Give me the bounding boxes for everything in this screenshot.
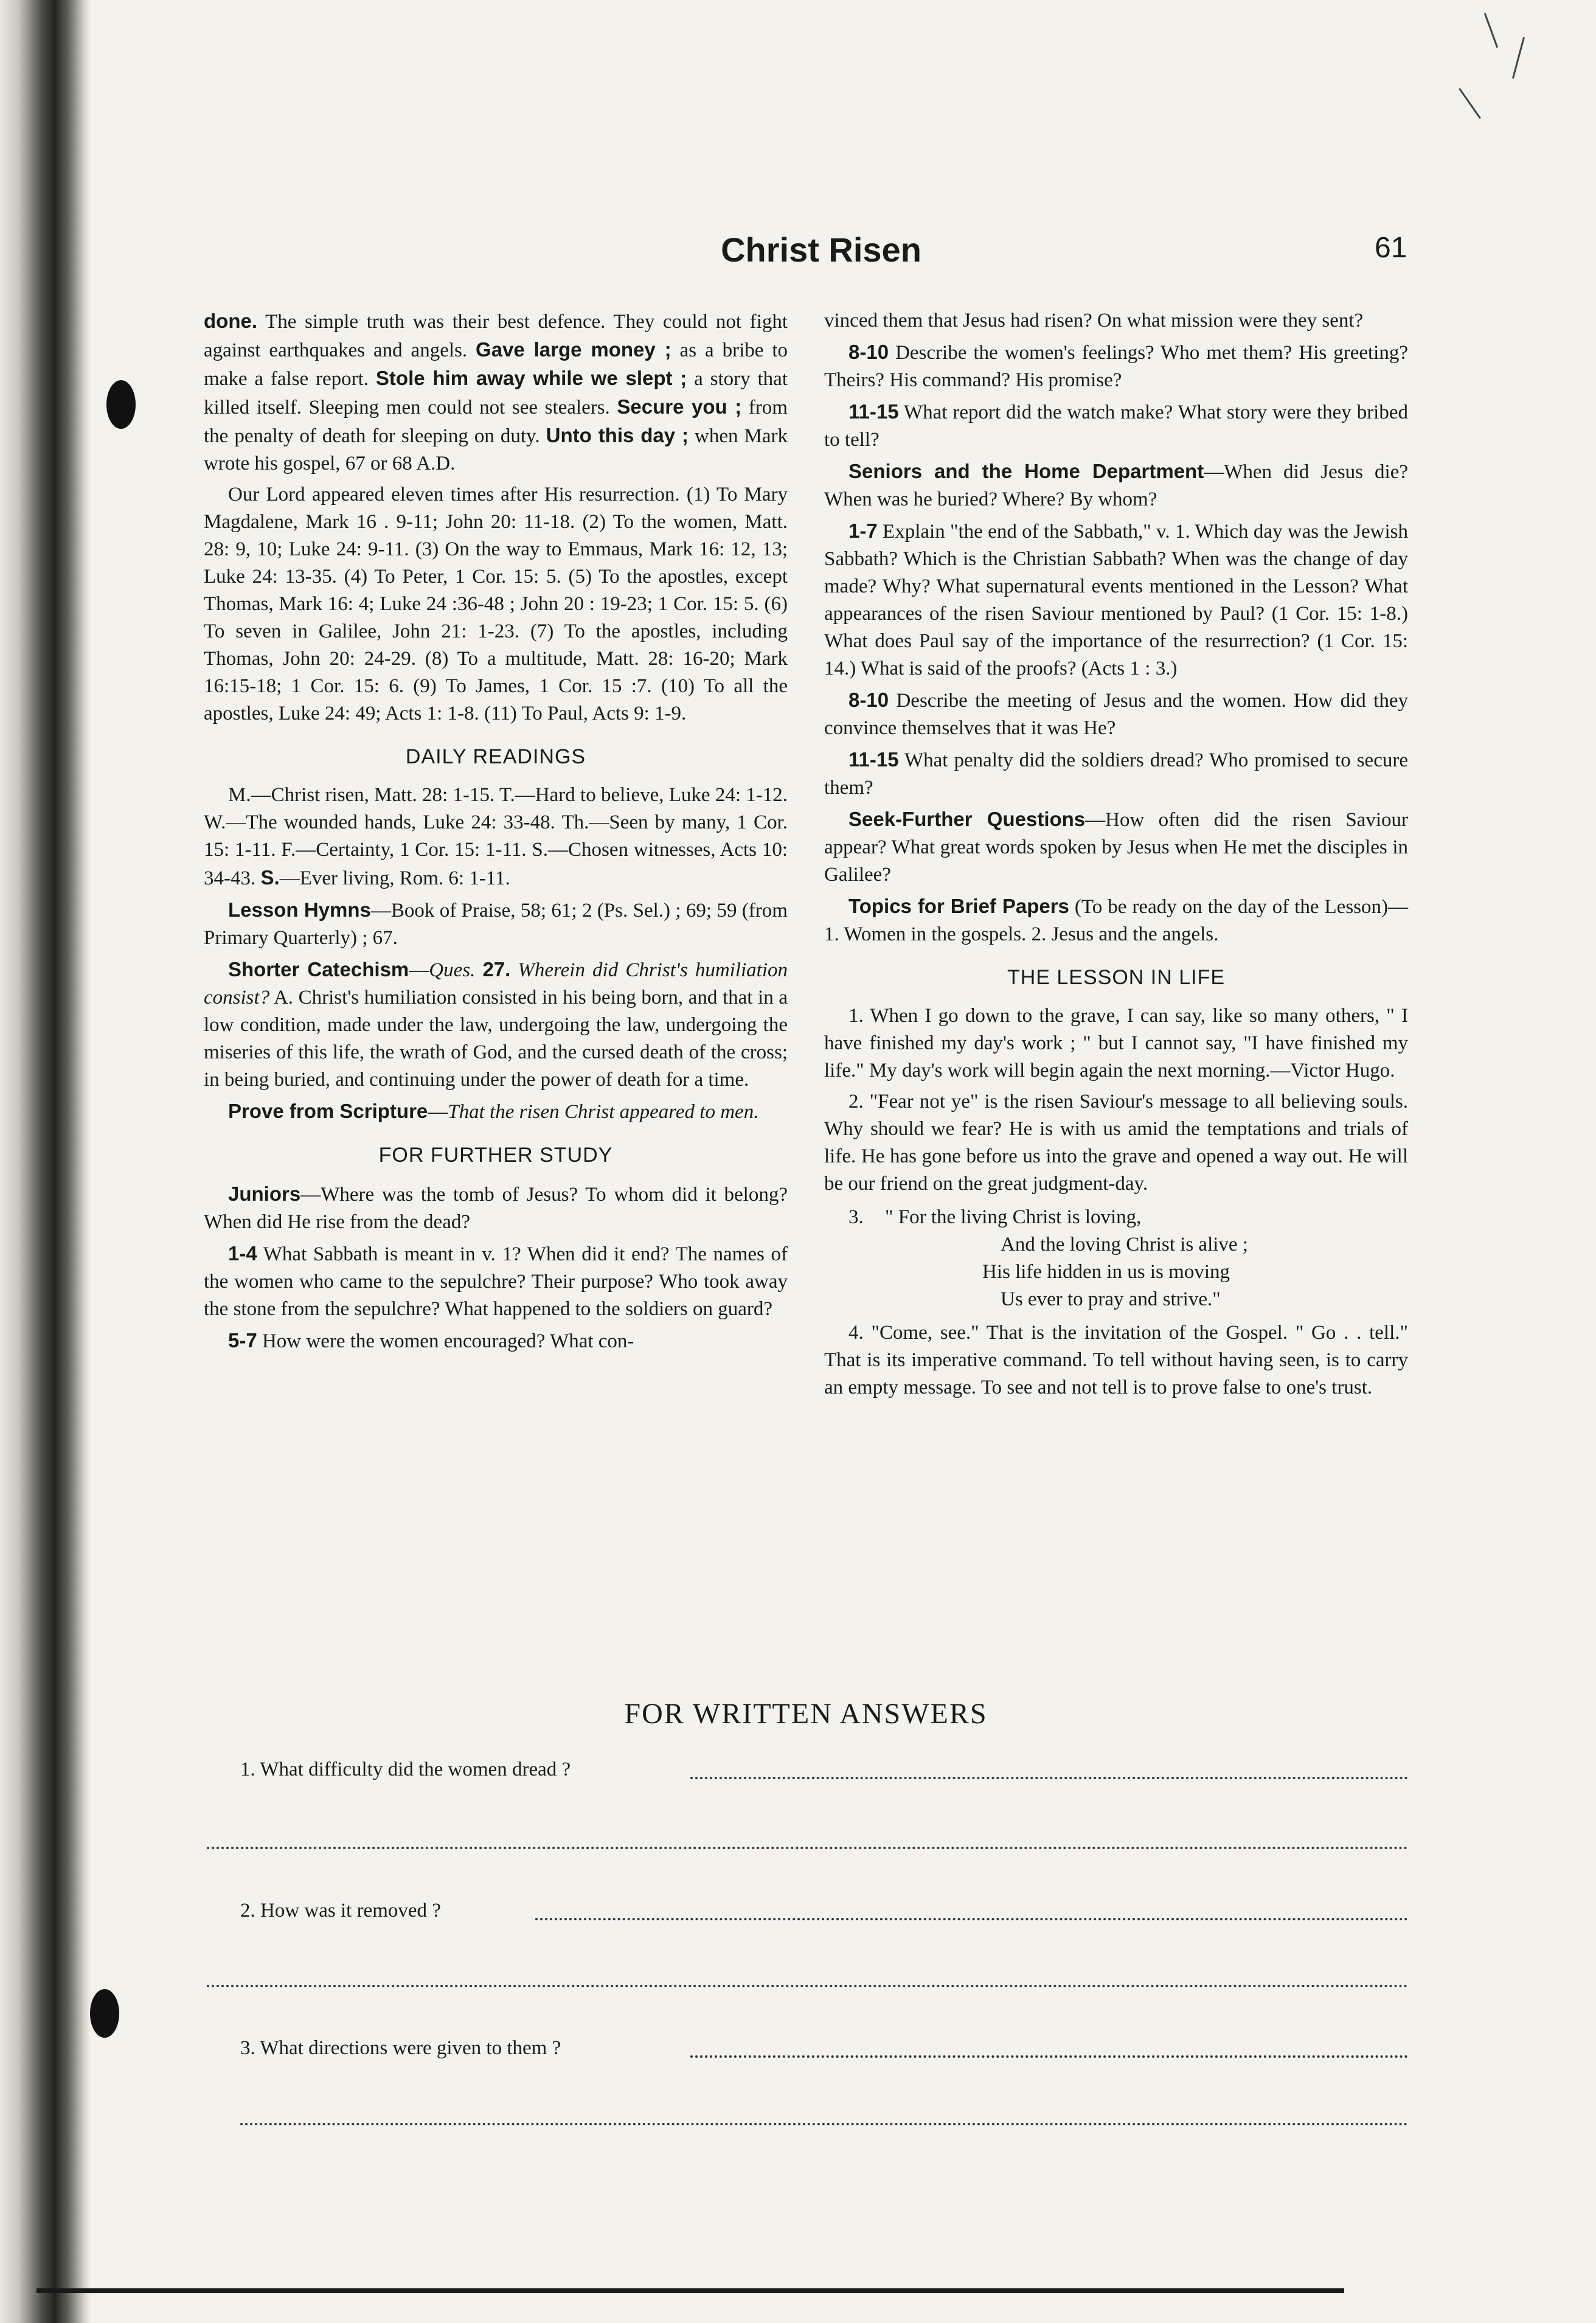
scan-mark (1512, 37, 1525, 78)
body-text: when Mark wrote his gospel, 67 or 68 A.D. (204, 425, 788, 474)
body-text: — (409, 959, 429, 981)
body-text: How were the women encouraged? What con- (257, 1330, 634, 1352)
body-text: vinced them that Jesus had risen? On what mission were they sent? (824, 310, 1364, 332)
scan-mark (1459, 88, 1481, 119)
body-text: What penalty did the soldiers dread? Who promised to secure them? (824, 749, 1408, 799)
body-text: What report did the watch make? What story were they bribed to tell? (824, 401, 1408, 451)
poem-number: 3. (848, 1206, 864, 1228)
bold-lead: 8-10 (848, 689, 889, 711)
section-heading: FOR FURTHER STUDY (378, 1144, 613, 1167)
paragraph (204, 307, 788, 477)
answer-line-1b[interactable] (207, 1847, 1408, 1849)
bold-lead: 11-15 (848, 400, 899, 423)
body-text: a story that killed itself. Sleeping men could not see stealers. (204, 368, 788, 418)
bold-lead: done. (204, 310, 257, 332)
paragraph (204, 1327, 788, 1355)
body-text: (To be ready on the day of the Lesson)—1. Women in the gospels. 2. Jesus and the angels. (824, 896, 1408, 945)
paragraph (204, 782, 788, 892)
bold-lead: Stole him away while we slept ; (375, 367, 687, 389)
body-text: from the penalty of death for sleeping on duty. (204, 397, 788, 447)
bold-lead: Unto this day ; (546, 424, 689, 446)
page-bottom-rule (36, 2288, 1344, 2293)
body-text: —When did Jesus die? When was he buried? Where? By whom? (824, 461, 1408, 510)
bold-lead: Prove from Scripture (228, 1100, 428, 1122)
poem (824, 1204, 1408, 1313)
bold-lead: Topics for Brief Papers (848, 895, 1069, 917)
paragraph (824, 398, 1408, 454)
page-number: 61 (1375, 232, 1407, 264)
punch-hole (90, 1989, 119, 2038)
body-text: as a bribe to make a false report. (204, 339, 788, 390)
bold-lead: Gave large money ; (476, 338, 671, 361)
paragraph (204, 481, 788, 727)
paragraph (204, 1180, 788, 1236)
paragraph (824, 1002, 1408, 1085)
paragraph (824, 1088, 1408, 1198)
body-text: —Book of Praise, 58; 61; 2 (Ps. Sel.) ; 69; 59 (from Primary Quarterly) ; 67. (204, 900, 788, 949)
bold-lead: Secure you ; (617, 395, 742, 418)
body-text: Our Lord appeared eleven times after His resurrection. (1) To Mary Magdalene, Mark 16 . 9-11; John 20: 11-18. (2) To the women, Matt. 28: 9, 10; Luke 24: 9-11. (3) On the way to Emmaus, Mark 16: 12, 13; Luke 24: 13-35. (4) To Peter, 1 Cor. 15: 5. (5) To the apostles, except Thomas, Mark 16: 4; Luke 24 :36-48 ; John 20 : 19-23; 1 Cor. 15: 5. (6) To seven in Galilee, John 21: 1-23. (7) To the apostles, including Thomas, John 20: 24-29. (8) To a multitude, Matt. 28: 16-20; Mark 16:15-18; 1 Cor. 15: 6. (9) To James, 1 Cor. 15 :7. (10) To all the apostles, Luke 24: 49; Acts 1: 1-8. (11) To Paul, Acts 9: 1-9. (204, 484, 788, 724)
paragraph (824, 892, 1408, 948)
paragraph (824, 686, 1408, 742)
punch-hole (106, 380, 136, 429)
book-binding-edge (0, 0, 91, 2323)
section-heading: THE LESSON IN LIFE (1007, 966, 1226, 989)
bold-lead: Seek-Further Questions (848, 808, 1086, 830)
bold-lead: Seniors and the Home Department (848, 460, 1204, 482)
paragraph (204, 896, 788, 952)
body-text: A. Christ's humiliation consisted in his being born, and that in a low condition, made under the law, undergoing the law, undergoing the miseries of this life, the wrath of God, and the cursed death of the cross; in being buried, and continuing under the power of death for a time. (204, 987, 788, 1091)
body-text (510, 959, 518, 981)
left-column (204, 307, 788, 1359)
question-1: 1. What difficulty did the women dread ? (240, 1759, 571, 1780)
bold-lead: 8-10 (848, 341, 889, 363)
body-text: —Ever living, Rom. 6: 1-11. (279, 867, 510, 889)
bold-lead: S. (260, 866, 280, 889)
bold-lead: Lesson Hymns (228, 898, 371, 921)
answer-line-1[interactable] (690, 1777, 1408, 1779)
body-text: — (428, 1101, 448, 1123)
body-text: Describe the meeting of Jesus and the women. How did they convince themselves that it was He? (824, 690, 1408, 739)
body-text: What Sabbath is meant in v. 1? When did it end? The names of the women who came to the sepulchre? Their purpose? Who took away the stone from the sepulchre? What happened to the soldiers on guard? (204, 1243, 788, 1320)
answer-line-3[interactable] (690, 2055, 1408, 2058)
body-text: Explain "the end of the Sabbath," v. 1. Which day was the Jewish Sabbath? Which is the Christian Sabbath? When was the change of day made? Why? What supernatural events mentioned in the Lesson? What appearances of the risen Saviour mentioned by Paul? (1 Cor. 15: 1-8.) What does Paul say of the importance of the resurrection? (1 Cor. 15: 14.) What is said of the proofs? (Acts 1 : 3.) (824, 521, 1408, 679)
paragraph (824, 1319, 1408, 1401)
body-text (475, 959, 482, 981)
paragraph (204, 956, 788, 1094)
bold-lead: 1-7 (848, 519, 878, 542)
page-title: Christ Risen (721, 231, 921, 269)
right-column (824, 307, 1408, 1405)
paragraph (204, 1240, 788, 1323)
paragraph (204, 1097, 788, 1126)
paragraph (824, 338, 1408, 394)
paragraph (824, 517, 1408, 682)
question-3: 3. What directions were given to them ? (240, 2037, 561, 2059)
answer-line-2b[interactable] (207, 1985, 1408, 1987)
body-text: 4. "Come, see." That is the invitation of the Gospel. " Go . . tell." That is its imperative command. To tell without having seen, is to carry an empty message. To see and not tell is to prove false to one's trust. (824, 1322, 1408, 1398)
question-2: 2. How was it removed ? (240, 1900, 441, 1922)
body-text: The simple truth was their best defence. They could not fight against earthquakes and angels. (204, 311, 788, 361)
paragraph (824, 746, 1408, 802)
bold-lead: Juniors (228, 1182, 301, 1205)
paragraph (824, 457, 1408, 513)
section-heading: DAILY READINGS (405, 745, 586, 768)
scan-mark (1484, 13, 1498, 47)
italic-text: That the risen Christ appeared to men. (448, 1101, 759, 1123)
poem-line: His life hidden in us is moving (982, 1261, 1230, 1283)
body-text: 2. "Fear not ye" is the risen Saviour's message to all believing souls. Why should we fear? He is with us amid the temptations and trials of life. He has gone before us into the grave and opened a way out. He will be our friend on the great judgment-day. (824, 1091, 1408, 1195)
poem-line: And the loving Christ is alive ; (1001, 1234, 1248, 1255)
italic-text: Wherein did Christ's humiliation consist? (204, 959, 788, 1009)
written-answers-heading: FOR WRITTEN ANSWERS (624, 1698, 988, 1730)
poem-line: 3. " For the living Christ is loving, (824, 1204, 1408, 1231)
answer-line-2[interactable] (535, 1918, 1408, 1920)
bold-lead: 5-7 (228, 1329, 257, 1352)
answer-line-3b[interactable] (240, 2123, 1408, 2125)
bold-lead: 1-4 (228, 1242, 257, 1265)
body-text: Describe the women's feelings? Who met them? His greeting? Theirs? His command? His promise? (824, 342, 1408, 391)
body-text: —How often did the risen Saviour appear? What great words spoken by Jesus when He met the disciples in Galilee? (824, 809, 1408, 886)
bold-lead: 11-15 (848, 748, 899, 771)
poem-line: Us ever to pray and strive." (1001, 1288, 1221, 1310)
paragraph (824, 307, 1408, 335)
body-text: 1. When I go down to the grave, I can say, like so many others, " I have finished my day's work ; " but I cannot say, "I have finished my life." My day's work will begin again the next morning.—Victor Hugo. (824, 1005, 1408, 1082)
italic-text: Ques. (429, 959, 476, 981)
body-text: M.—Christ risen, Matt. 28: 1-15. T.—Hard to believe, Luke 24: 1-12. W.—The wounded hands, Luke 24: 33-48. Th.—Seen by many, 1 Cor. 15: 1-11. F.—Certainty, 1 Cor. 15: 1-11. S.—Chosen witnesses, Acts 10: 34-43. (204, 784, 788, 889)
bold-lead: 27. (482, 958, 511, 981)
paragraph (824, 805, 1408, 889)
bold-lead: Shorter Catechism (228, 958, 409, 981)
body-text: —Where was the tomb of Jesus? To whom did it belong? When did He rise from the dead? (204, 1184, 788, 1233)
